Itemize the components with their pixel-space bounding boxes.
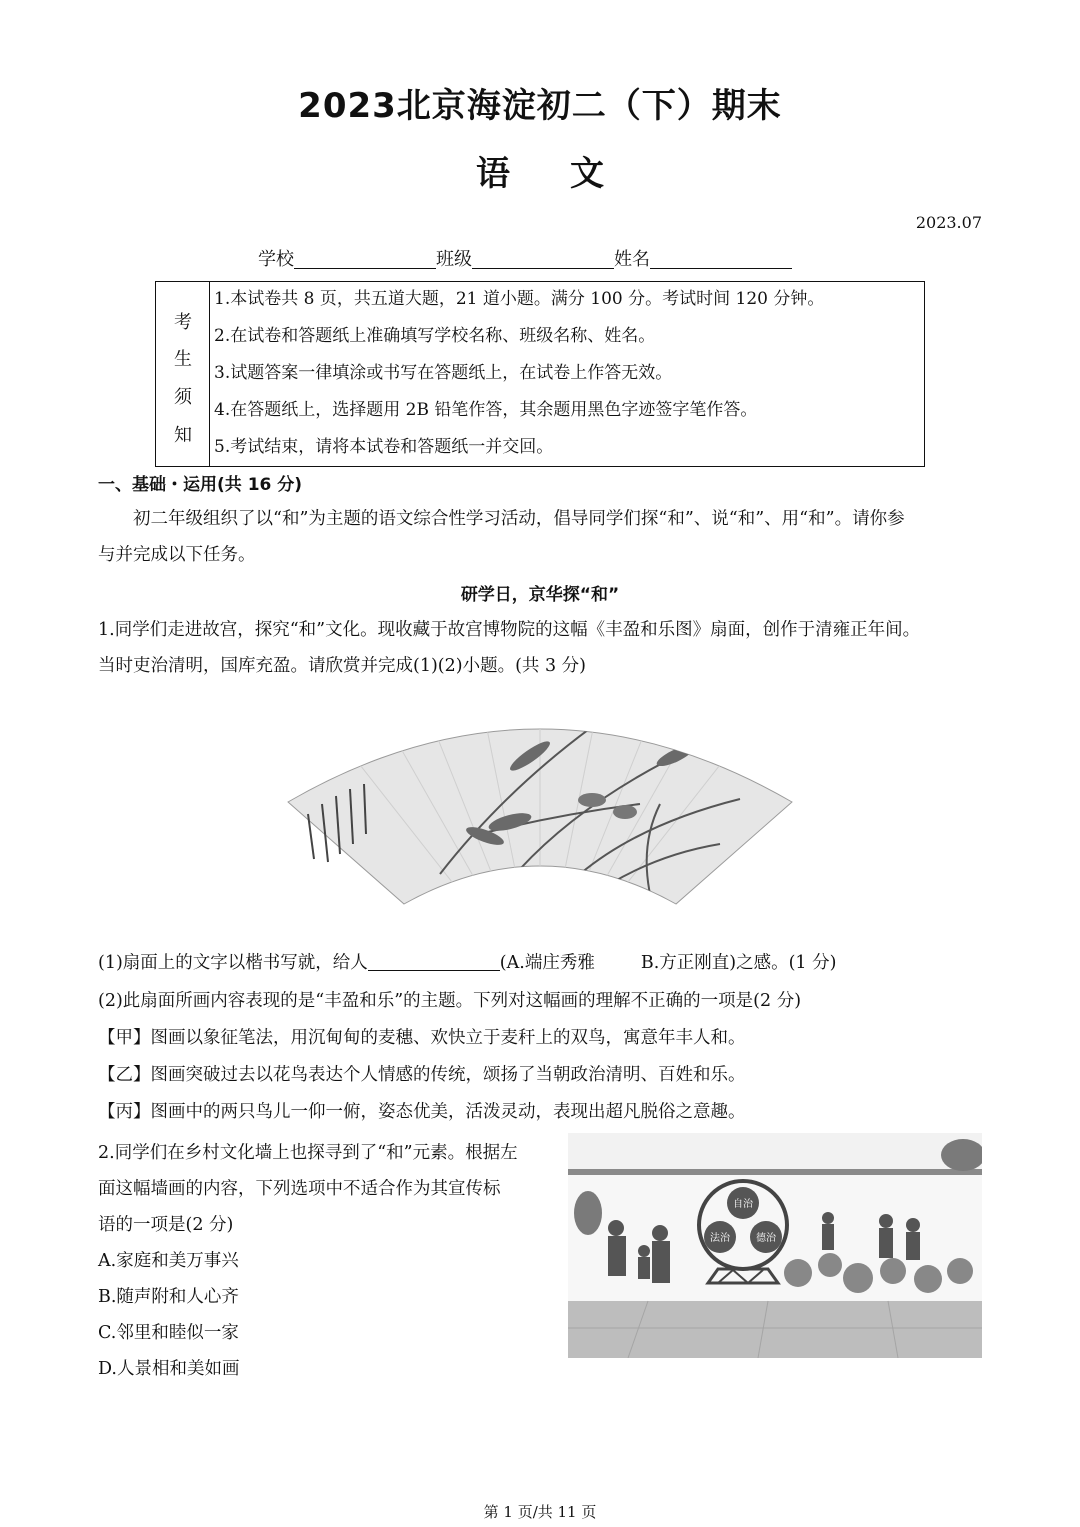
fan-painting-image: [280, 694, 800, 906]
q2-option-c: C.邻里和睦似一家: [98, 1323, 239, 1343]
q1-stem-line: 当时吏治清明，国库充盈。请欣赏并完成(1)(2)小题。(共 3 分): [98, 656, 586, 676]
page-title: 2023北京海淀初二（下）期末: [298, 86, 782, 126]
class-label: 班级: [436, 249, 472, 270]
exam-notice-box: [155, 281, 925, 467]
q2-stem-line: 2.同学们在乡村文化墙上也探寻到了“和”元素。根据左: [98, 1143, 518, 1163]
q1-stem-line: 1.同学们走进故宫，探究“和”文化。现收藏于故宫博物院的这幅《丰盈和乐图》扇面，创作于清雍正年间。: [98, 620, 921, 640]
student-info-line: [258, 245, 792, 271]
q1-sub1-prefix: (1)扇面上的文字以楷书写就，给人: [98, 953, 368, 973]
mural-sign-text: 德治: [756, 1233, 776, 1244]
q1-option-jia: 【甲】图画以象征笔法，用沉甸甸的麦穗、欢快立于麦秆上的双鸟，寓意年丰人和。: [98, 1028, 746, 1048]
notice-heading-char: 生: [174, 349, 192, 370]
q1-sub1-option-b: B.方正刚直)之感。(1 分): [640, 953, 837, 973]
notice-item: 5.考试结束，请将本试卷和答题纸一并交回。: [214, 437, 554, 457]
name-label: 姓名: [614, 249, 650, 270]
q2-option-d: D.人景相和美如画: [98, 1359, 240, 1379]
subject-title: 语文: [476, 154, 664, 194]
notice-list: [214, 284, 824, 469]
notice-item: 4.在答题纸上，选择题用 2B 铅笔作答，其余题用黑色字迹签字笔作答。: [214, 400, 758, 420]
q1-sub1-option-a: (A.端庄秀雅: [499, 953, 595, 973]
notice-heading: [156, 282, 210, 466]
section-heading: 一、基础・运用(共 16 分): [98, 475, 303, 495]
notice-heading-char: 知: [174, 425, 192, 446]
mural-sign-text: 法治: [710, 1233, 730, 1244]
q1-sub1-answer-blank[interactable]: [368, 952, 500, 971]
q1-stem: [98, 612, 988, 684]
intro-line: 与并完成以下任务。: [98, 545, 256, 565]
notice-heading-char: 须: [174, 387, 192, 408]
school-blank[interactable]: [294, 248, 436, 269]
intro-line: 初二年级组织了以“和”为主题的语文综合性学习活动，倡导同学们探“和”、说“和”、用“和”。请你参: [133, 509, 905, 529]
q2-option-a: A.家庭和美万事兴: [98, 1251, 239, 1271]
q1-sub2: (2)此扇面所画内容表现的是“丰盈和乐”的主题。下列对这幅画的理解不正确的一项是(2 分): [98, 991, 802, 1011]
notice-item: 1.本试卷共 8 页，共五道大题，21 道小题。满分 100 分。考试时间 120 分钟。: [214, 289, 825, 309]
q1-option-bing: 【丙】图画中的两只鸟儿一仰一俯，姿态优美，活泼灵动，表现出超凡脱俗之意趣。: [98, 1102, 746, 1122]
page-footer: 第 1 页/共 11 页: [483, 1503, 597, 1521]
mural-sign-text: 自治: [733, 1199, 753, 1210]
class-blank[interactable]: [472, 248, 614, 269]
q1-option-yi: 【乙】图画突破过去以花鸟表达个人情感的传统，颂扬了当朝政治清明、百姓和乐。: [98, 1065, 746, 1085]
section-intro: [98, 501, 988, 573]
q2-stem-line: 面这幅墙画的内容，下列选项中不适合作为其宣传标: [98, 1179, 501, 1199]
q2-stem-line: 语的一项是(2 分): [98, 1215, 234, 1235]
culture-wall-mural-image: [568, 1133, 982, 1358]
notice-item: 3.试题答案一律填涂或书写在答题纸上，在试卷上作答无效。: [214, 363, 673, 383]
notice-item: 2.在试卷和答题纸上准确填写学校名称、班级名称、姓名。: [214, 326, 656, 346]
q1-sub1: [98, 949, 836, 974]
q2-stem: [98, 1135, 558, 1387]
activity-subheading: 研学日，京华探“和”: [460, 585, 620, 605]
name-blank[interactable]: [650, 248, 792, 269]
notice-heading-char: 考: [174, 312, 192, 333]
exam-date: 2023.07: [915, 213, 982, 232]
school-label: 学校: [258, 249, 294, 270]
q2-option-b: B.随声附和人心齐: [98, 1287, 239, 1307]
